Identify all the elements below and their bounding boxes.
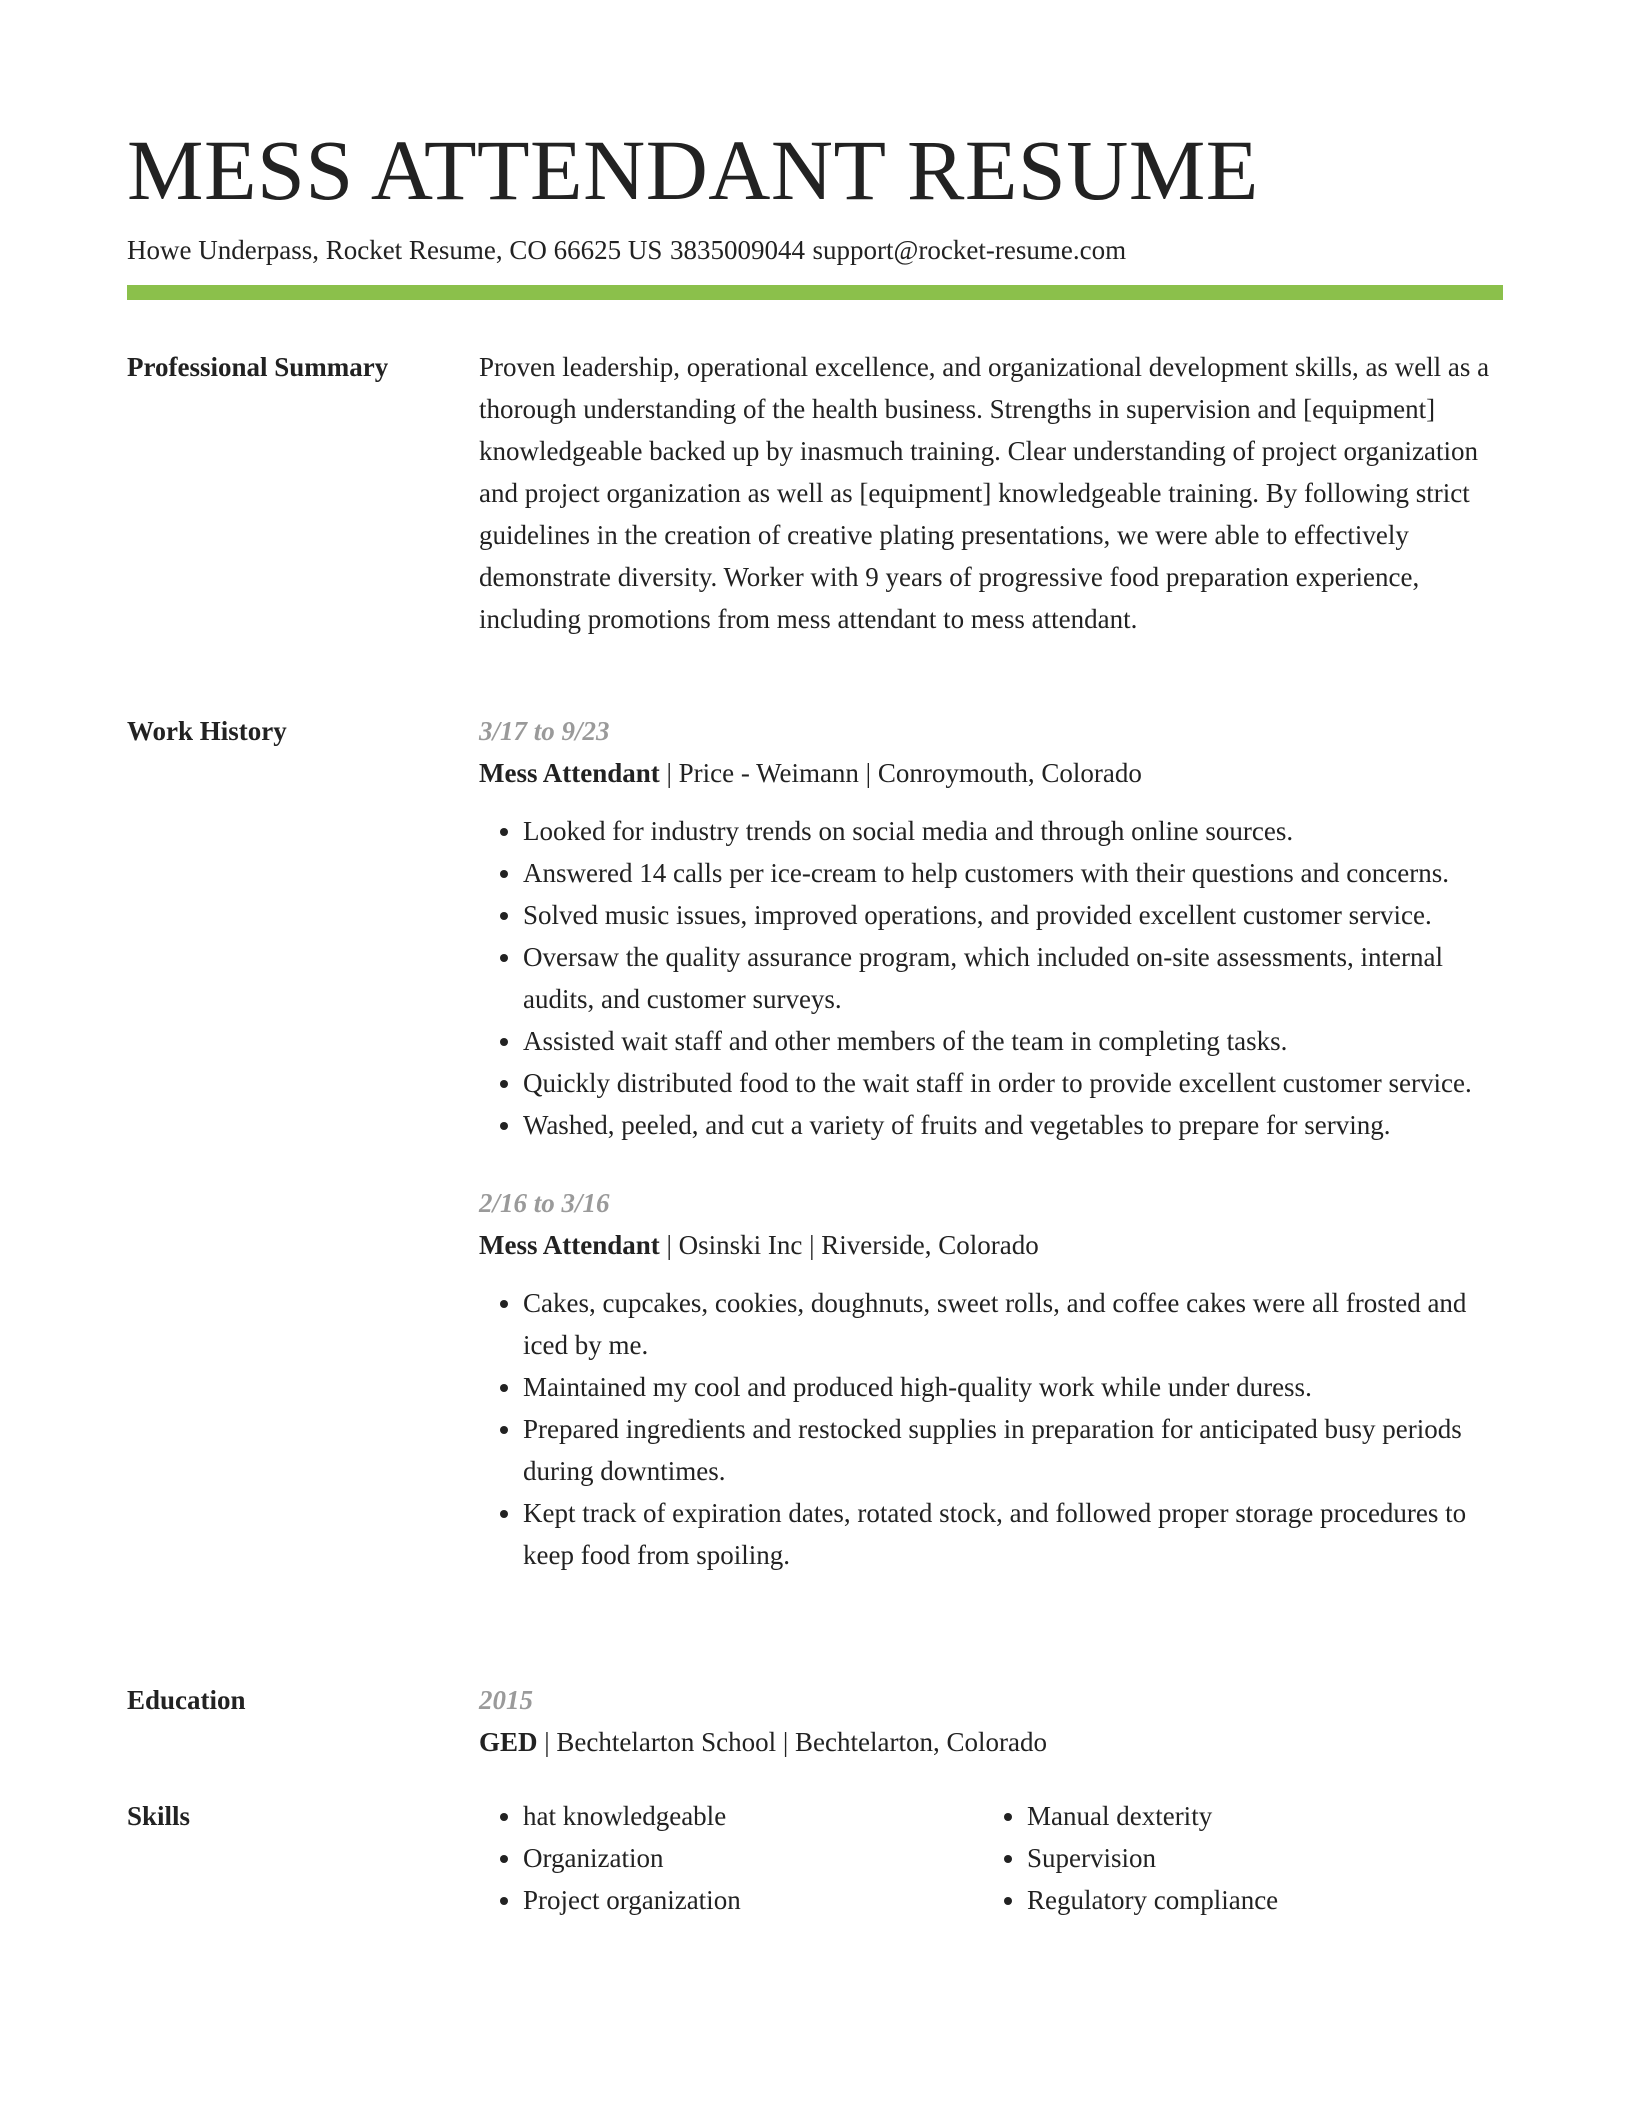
skill-item: • Project organization (523, 1879, 983, 1921)
job-duty: • Answered 14 calls per ice-cream to help customers with their questions and concerns. (523, 852, 1503, 894)
job-employer-location: | Osinski Inc | Riverside, Colorado (659, 1230, 1039, 1260)
skills-list-left (479, 1795, 983, 1921)
header-divider (127, 285, 1503, 300)
job-duty: • Assisted wait staff and other members of the team in completing tasks. (523, 1020, 1503, 1062)
job-entry (479, 1182, 1503, 1576)
job-employer-location: | Price - Weimann | Conroymouth, Colorado (659, 758, 1142, 788)
skill-item: • hat knowledgeable (523, 1795, 983, 1837)
job-duty: • Kept track of expiration dates, rotated stock, and followed proper storage procedures to keep food from spoiling. (523, 1492, 1503, 1576)
skills-heading: Skills (127, 1801, 191, 1831)
work-history-heading: Work History (127, 716, 287, 746)
job-duty: • Oversaw the quality assurance program, which included on-site assessments, internal audits, and customer surveys. (523, 936, 1503, 1020)
work-history-body (479, 710, 1503, 1576)
skills-list-right (983, 1795, 1487, 1921)
summary-text: Proven leadership, operational excellence, and organizational development skills, as well as a thorough understanding of the health business. Strengths in supervision and [equipment] knowledgeable backed up by inasmuch training. Clear understanding of project organization and project organization as well as [equipment] knowledgeable training. By following strict guidelines in the creation of creative plating presentations, we were able to effectively demonstrate diversity. Worker with 9 years of progressive food preparation experience, including promotions from mess attendant to mess attendant. (479, 352, 1490, 634)
education-body (479, 1679, 1503, 1763)
education-year: 2015 (479, 1685, 533, 1715)
contact-phone: 3835009044 (670, 235, 805, 265)
job-title: Mess Attendant (479, 1230, 660, 1260)
job-duties-list (479, 1282, 1503, 1576)
contact-email: support@rocket-resume.com (812, 235, 1127, 265)
job-duty: • Prepared ingredients and restocked supplies in preparation for anticipated busy periods during downtimes. (523, 1408, 1503, 1492)
job-title: Mess Attendant (479, 758, 660, 788)
skill-item: • Organization (523, 1837, 983, 1879)
summary-body (479, 346, 1503, 640)
job-duty: • Cakes, cupcakes, cookies, doughnuts, sweet rolls, and coffee cakes were all frosted and iced by me. (523, 1282, 1503, 1366)
job-dates: 3/17 to 9/23 (479, 716, 610, 746)
education-school-location: | Bechtelarton School | Bechtelarton, Colorado (537, 1727, 1047, 1757)
skill-item: • Manual dexterity (1027, 1795, 1487, 1837)
education-line (479, 1721, 1503, 1763)
job-duty: • Looked for industry trends on social media and through online sources. (523, 810, 1503, 852)
education-heading: Education (127, 1685, 246, 1715)
education-degree: GED (479, 1727, 538, 1757)
skill-item: • Regulatory compliance (1027, 1879, 1487, 1921)
contact-address: Howe Underpass, Rocket Resume, CO 66625 US (127, 235, 663, 265)
job-heading (479, 1224, 1503, 1266)
skill-item: • Supervision (1027, 1837, 1487, 1879)
skills-columns (479, 1795, 1503, 1921)
skills-body (479, 1795, 1503, 1921)
summary-heading: Professional Summary (127, 352, 389, 382)
job-duties-list (479, 810, 1503, 1146)
job-heading (479, 752, 1503, 794)
contact-line (127, 232, 1126, 268)
job-duty: • Quickly distributed food to the wait staff in order to provide excellent customer service. (523, 1062, 1503, 1104)
job-dates: 2/16 to 3/16 (479, 1188, 610, 1218)
job-entry (479, 710, 1503, 1146)
job-duty: • Washed, peeled, and cut a variety of fruits and vegetables to prepare for serving. (523, 1104, 1503, 1146)
job-duty: • Solved music issues, improved operations, and provided excellent customer service. (523, 894, 1503, 936)
resume-title: MESS ATTENDANT RESUME (127, 122, 1259, 218)
job-duty: • Maintained my cool and produced high-quality work while under duress. (523, 1366, 1503, 1408)
